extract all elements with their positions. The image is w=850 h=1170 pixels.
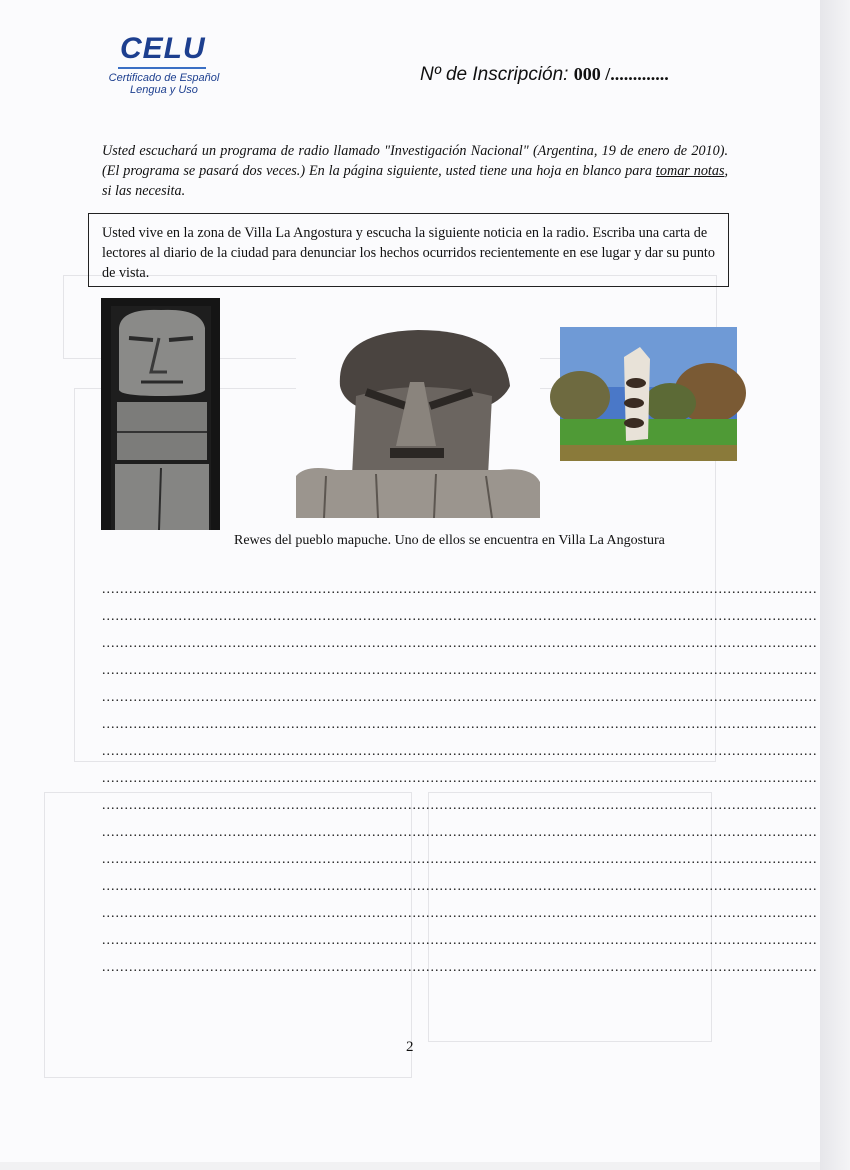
writing-line[interactable]: ............................................................................................................................................................... — [102, 636, 818, 651]
scan-page-edge — [820, 0, 850, 1170]
inscription-number — [420, 64, 669, 86]
rewe-face-center-photo — [296, 326, 540, 518]
instructions-text: Usted escuchará un programa de radio llamado "Investigación Nacional" (Argentina, 19 de enero de 2010). (El programa se pasará dos veces.) En la página siguiente, usted tiene una hoja en blanco para — [102, 143, 728, 179]
writing-line[interactable]: ............................................................................................................................................................... — [102, 744, 818, 759]
instructions-text-end: , si las necesita. — [102, 163, 729, 199]
writing-line[interactable]: ............................................................................................................................................................... — [102, 609, 818, 624]
writing-line[interactable]: ............................................................................................................................................................... — [102, 960, 818, 975]
writing-line[interactable]: ............................................................................................................................................................... — [102, 690, 818, 705]
instructions-paragraph — [102, 141, 728, 201]
field-statue-image — [560, 327, 737, 461]
logo-subtitle-line2: Lengua y Uso — [130, 84, 198, 96]
writing-line[interactable]: ............................................................................................................................................................... — [102, 852, 818, 867]
task-box — [88, 213, 729, 287]
logo-underline — [118, 67, 206, 69]
writing-line[interactable]: ............................................................................................................................................................... — [102, 825, 818, 840]
logo-subtitle — [104, 72, 224, 96]
writing-line[interactable]: ............................................................................................................................................................... — [102, 663, 818, 678]
image-caption: Rewes del pueblo mapuche. Uno de ellos se encuentra en Villa La Angostura — [234, 533, 665, 548]
tomar-notas-underlined: tomar notas — [655, 163, 725, 179]
inscription-label: Nº de Inscripción: — [420, 64, 569, 85]
page-number: 2 — [406, 1039, 414, 1055]
statue-bw-image — [101, 298, 220, 530]
rewe-field-right-photo — [560, 327, 737, 461]
celu-logo: CELU — [120, 32, 206, 65]
task-text: Usted vive en la zona de Villa La Angostura y escucha la siguiente noticia en la radio. Escriba una carta de lectores al diario de la ciudad para denunciar los hechos ocurridos recientemente en ese lugar y dar su punto de vista. — [102, 225, 715, 281]
logo-subtitle-line1: Certificado de Español — [108, 72, 220, 84]
inscription-value: 000 /............. — [573, 64, 669, 84]
writing-line[interactable]: ............................................................................................................................................................... — [102, 933, 818, 948]
writing-line[interactable]: ............................................................................................................................................................... — [102, 771, 818, 786]
writing-line[interactable]: ............................................................................................................................................................... — [102, 798, 818, 813]
carved-face-image — [296, 326, 540, 518]
rewe-statue-left-photo — [101, 298, 220, 530]
writing-line[interactable]: ............................................................................................................................................................... — [102, 906, 818, 921]
writing-line[interactable]: ............................................................................................................................................................... — [102, 879, 818, 894]
writing-line[interactable]: ............................................................................................................................................................... — [102, 717, 818, 732]
writing-line[interactable]: ............................................................................................................................................................... — [102, 582, 818, 597]
